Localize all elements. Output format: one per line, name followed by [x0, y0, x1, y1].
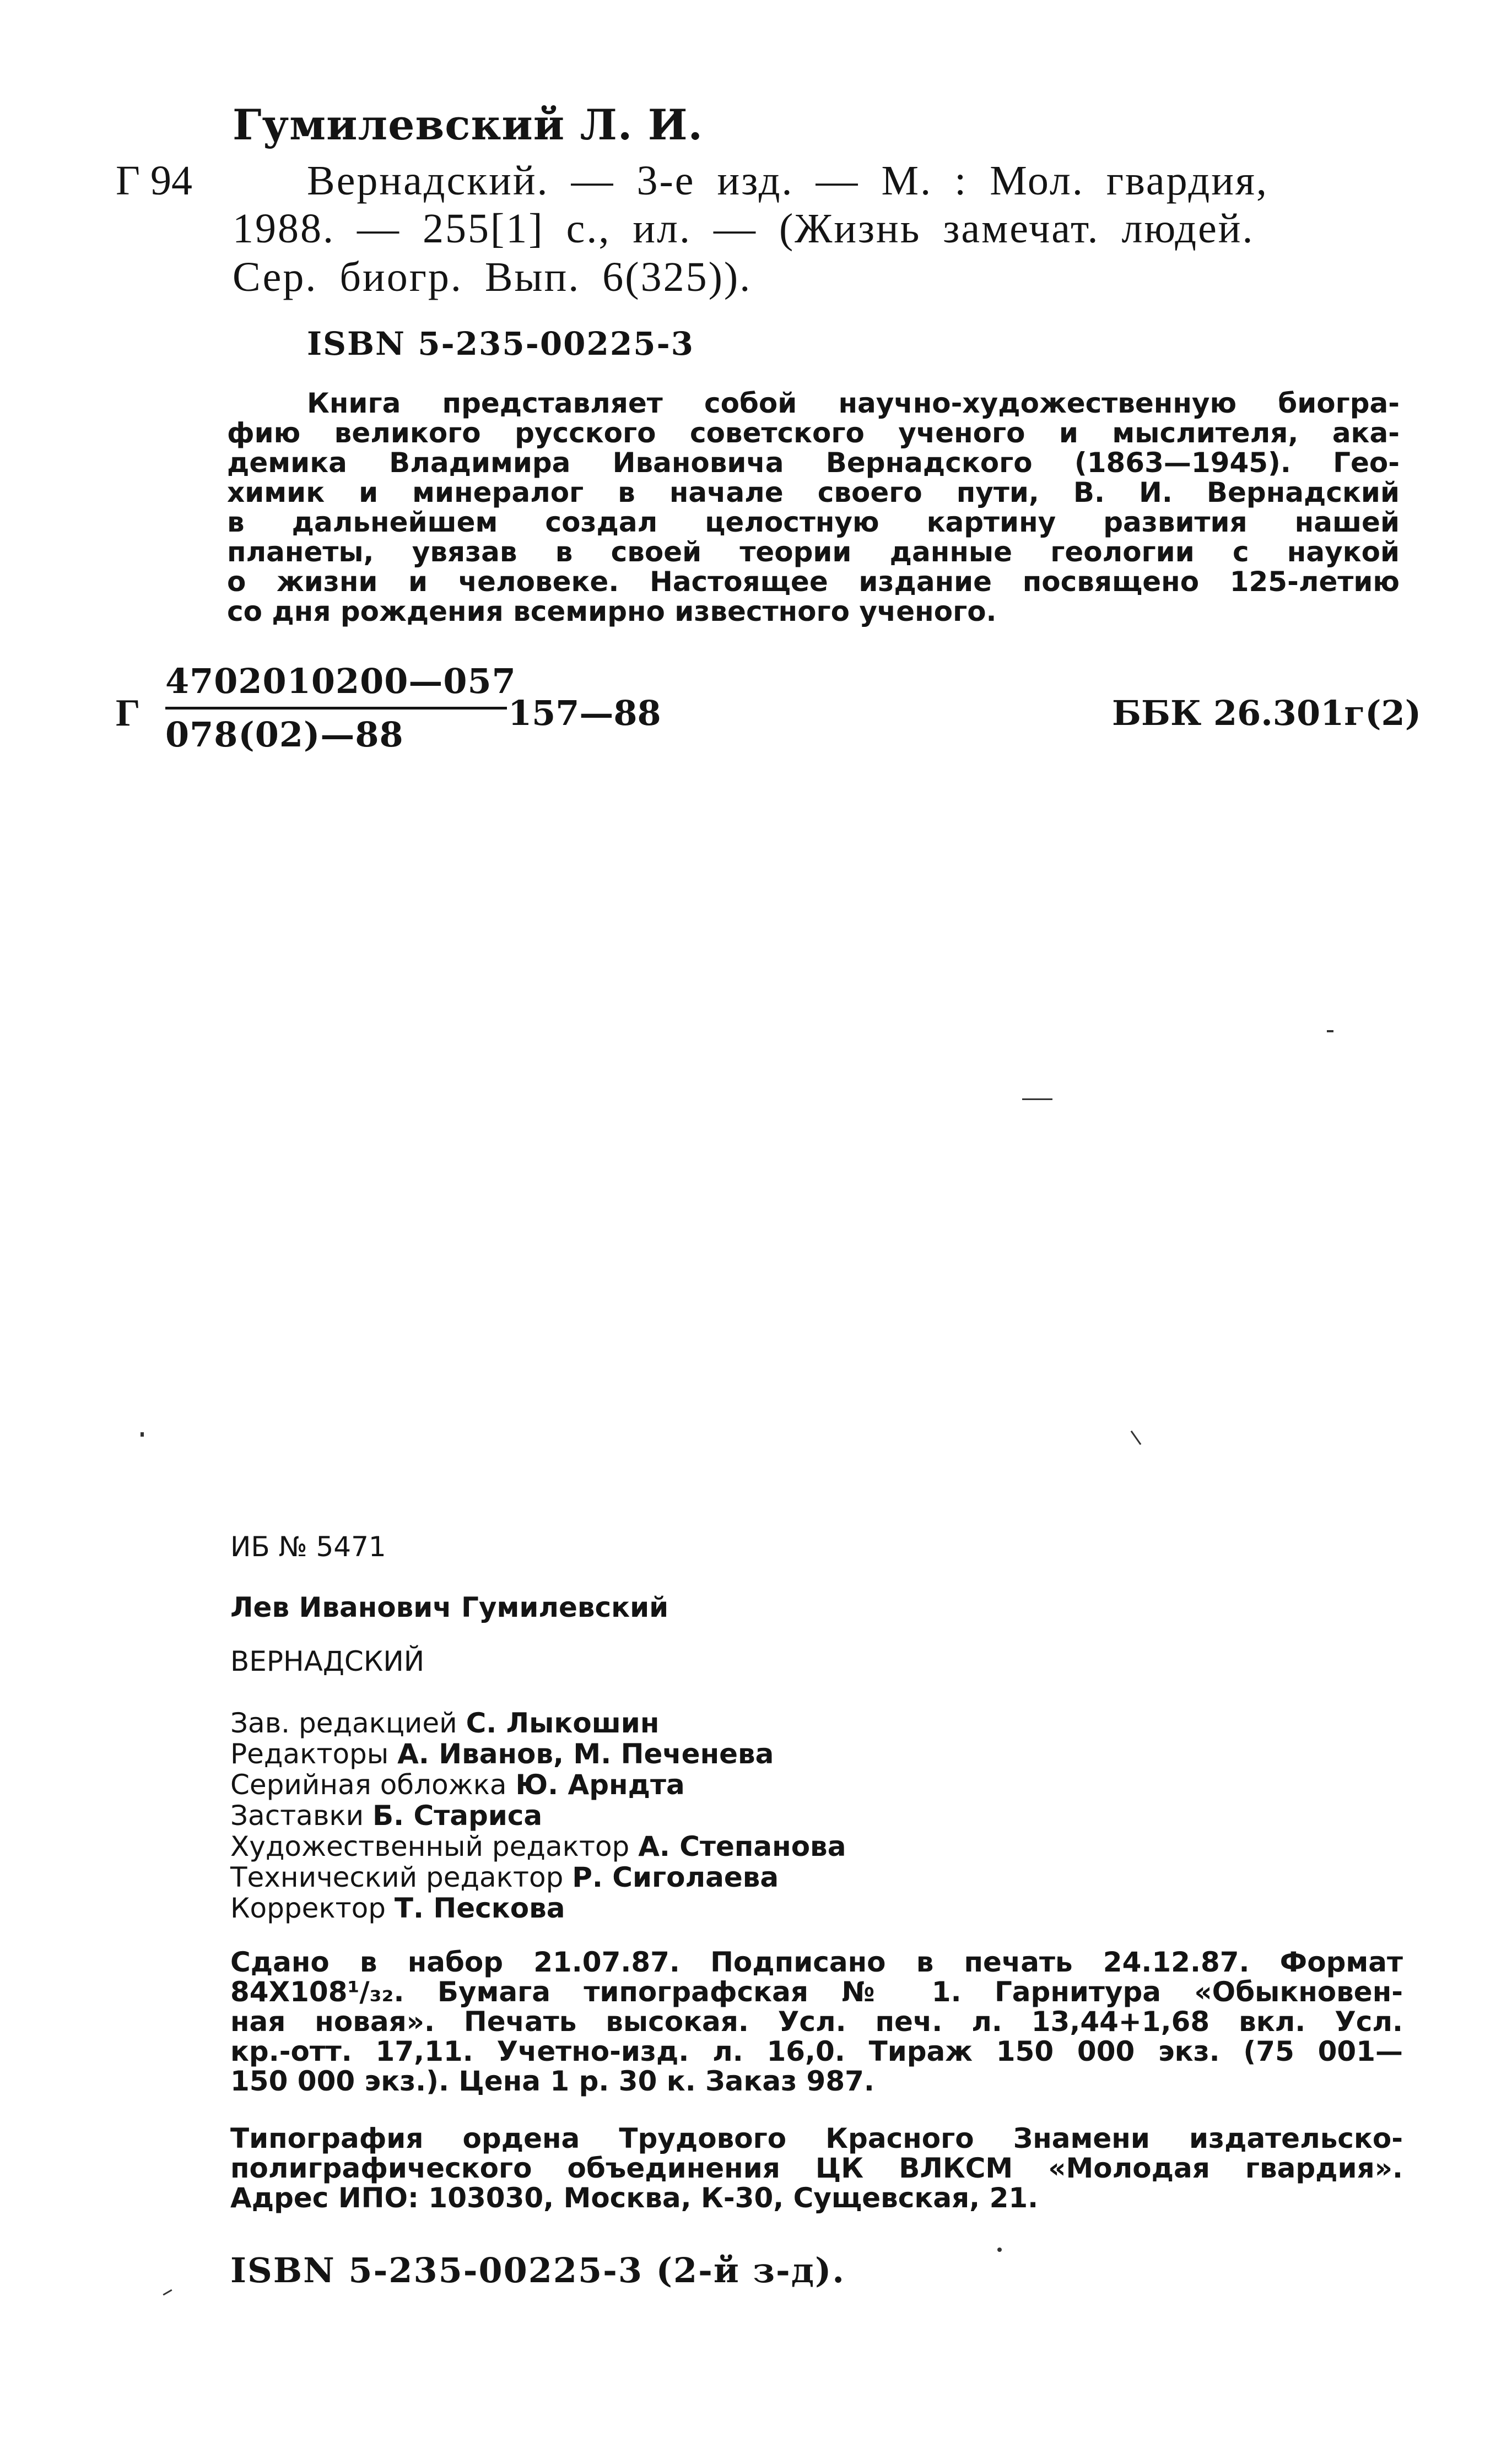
printer-line: Адрес ИПО: 103030, Москва, К-30, Сущевская, 21.: [230, 2182, 1039, 2214]
catalog-code: Г 94: [116, 158, 192, 204]
printer-line: Типография ордена Трудового Красного Знамени издательско-: [230, 2122, 1403, 2154]
print-speck: [997, 2248, 1002, 2252]
annotation-line: химик и минералог в начале своего пути, В. И. Вернадский: [227, 476, 1400, 508]
annotation-line: со дня рождения всемирно известного ученого.: [227, 595, 997, 627]
annotation-line: Книга представляет собой научно-художественную биогра-: [307, 387, 1400, 419]
bib-line-2: 1988. — 255[1] с., ил. — (Жизнь замечат. людей.: [233, 205, 1255, 252]
credit-role: Серийная обложка: [230, 1769, 507, 1801]
annotation-line: планеты, увязав в своей теории данные геологии с наукой: [227, 536, 1400, 568]
credit-role: Художественный редактор: [230, 1831, 630, 1862]
credit-row: [230, 1769, 846, 1800]
credit-role: Редакторы: [230, 1738, 389, 1770]
credit-row: [230, 1800, 846, 1831]
pubdata-line: 84Х108¹/₃₂. Бумага типографская № 1. Гарнитура «Обыкновен-: [230, 1976, 1403, 2008]
credit-name: С. Лыкошин: [466, 1707, 660, 1739]
pubdata-line: ная новая». Печать высокая. Усл. печ. л. 13,44+1,68 вкл. Усл.: [230, 2006, 1403, 2038]
print-speck: [1327, 1030, 1333, 1032]
credit-row: [230, 1831, 846, 1862]
credit-name: Р. Сиголаева: [572, 1861, 779, 1893]
book-title: ВЕРНАДСКИЙ: [230, 1645, 425, 1677]
publication-data: [230, 1947, 1403, 2096]
author-full-name: Лев Иванович Гумилевский: [230, 1591, 669, 1623]
print-speck: [141, 1432, 144, 1437]
isbn-top: ISBN 5-235-00225-3: [307, 325, 695, 362]
pubdata-line: Сдано в набор 21.07.87. Подписано в печать 24.12.87. Формат: [230, 1946, 1403, 1978]
classification-letter: Г: [116, 692, 141, 734]
annotation-line: фию великого русского советского ученого и мыслителя, ака-: [227, 417, 1400, 449]
print-speck: [1022, 1098, 1052, 1100]
credit-role: Заставки: [230, 1800, 364, 1832]
credit-name: Т. Пескова: [394, 1892, 565, 1924]
fraction-rule: [165, 707, 507, 710]
credit-row: [230, 1739, 846, 1769]
bbk-code: ББК 26.301г(2): [1112, 693, 1422, 733]
credit-row: [230, 1893, 846, 1924]
credit-name: Ю. Арндта: [515, 1769, 685, 1801]
classification-denominator: 078(02)—88: [165, 714, 404, 755]
printer-info: [230, 2124, 1403, 2213]
credit-row: [230, 1708, 846, 1739]
printer-line: полиграфического объединения ЦК ВЛКСМ «Молодая гвардия».: [230, 2152, 1403, 2184]
classification-suffix: 157—88: [508, 693, 661, 733]
bib-line-3: Сер. биогр. Вып. 6(325)).: [233, 254, 752, 300]
credit-name: Б. Стариса: [372, 1800, 543, 1832]
credit-name: А. Степанова: [638, 1831, 846, 1862]
annotation-line: демика Владимира Ивановича Вернадского (1863—1945). Гео-: [227, 447, 1400, 479]
bib-line-1: Вернадский. — 3-е изд. — М. : Мол. гвардия,: [307, 158, 1268, 204]
annotation-paragraph: [227, 388, 1400, 626]
credit-name: А. Иванов, М. Печенева: [397, 1738, 774, 1770]
credit-row: [230, 1862, 846, 1893]
pubdata-line: 150 000 экз.). Цена 1 р. 30 к. Заказ 987.: [230, 2065, 874, 2097]
classification-numerator: 4702010200—057: [165, 661, 516, 701]
ib-number: ИБ № 5471: [230, 1531, 386, 1563]
print-speck: [1131, 1431, 1142, 1445]
author-heading: Гумилевский Л. И.: [233, 100, 704, 149]
annotation-line: о жизни и человеке. Настоящее издание посвящено 125-летию: [227, 566, 1400, 598]
credits-list: [230, 1708, 846, 1924]
pubdata-line: кр.-отт. 17,11. Учетно-изд. л. 16,0. Тираж 150 000 экз. (75 001—: [230, 2035, 1403, 2067]
credit-role: Корректор: [230, 1892, 386, 1924]
credit-role: Технический редактор: [230, 1861, 564, 1893]
isbn-bottom: ISBN 5-235-00225-3 (2-й з-д).: [230, 2250, 845, 2290]
annotation-line: в дальнейшем создал целостную картину развития нашей: [227, 506, 1400, 538]
print-speck: [163, 2289, 172, 2296]
credit-role: Зав. редакцией: [230, 1707, 457, 1739]
